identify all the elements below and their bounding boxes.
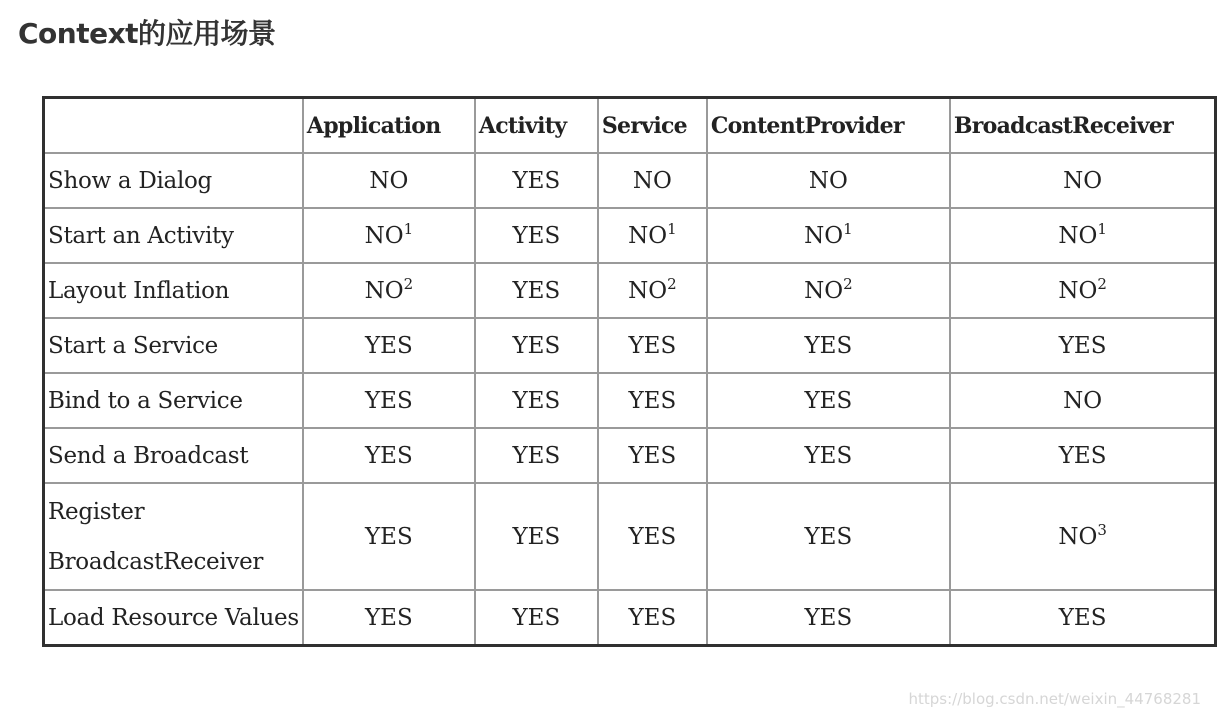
- cell-service: [598, 318, 707, 373]
- cell-value: YES: [628, 604, 677, 631]
- cell-value: YES: [628, 332, 677, 359]
- cell-value: YES: [512, 442, 561, 469]
- cell-value: YES: [364, 604, 413, 631]
- cell-value: YES: [804, 442, 853, 469]
- cell-value: YES: [364, 387, 413, 414]
- cell-activity: [475, 428, 598, 483]
- cell-value: YES: [364, 442, 413, 469]
- cell-value: NO: [1058, 523, 1098, 550]
- header-activity: Activity: [475, 98, 598, 154]
- cell-broadcastreceiver: [950, 428, 1216, 483]
- cell-value: NO: [364, 277, 404, 304]
- cell-value: YES: [628, 442, 677, 469]
- footnote-marker: 1: [1097, 219, 1107, 238]
- cell-value: YES: [364, 332, 413, 359]
- cell-activity: [475, 590, 598, 646]
- row-label: Send a Broadcast: [44, 428, 303, 483]
- cell-contentprovider: [707, 590, 950, 646]
- cell-value: NO: [804, 222, 844, 249]
- footnote-marker: 1: [403, 219, 414, 238]
- cell-value: NO: [1058, 222, 1098, 249]
- cell-service: [598, 153, 707, 208]
- cell-application: [303, 208, 475, 263]
- table-row: [44, 318, 1216, 373]
- row-label: Start an Activity: [44, 208, 303, 263]
- cell-application: [303, 483, 475, 590]
- cell-value: NO: [1063, 387, 1103, 414]
- cell-contentprovider: [707, 318, 950, 373]
- cell-value: NO: [808, 167, 848, 194]
- cell-value: YES: [512, 167, 561, 194]
- cell-value: YES: [628, 387, 677, 414]
- cell-value: YES: [804, 604, 853, 631]
- row-label: Register BroadcastReceiver: [44, 483, 303, 590]
- cell-activity: [475, 318, 598, 373]
- cell-value: YES: [1058, 332, 1107, 359]
- cell-broadcastreceiver: [950, 483, 1216, 590]
- cell-value: NO: [1058, 277, 1098, 304]
- table-row: [44, 153, 1216, 208]
- table-row: [44, 373, 1216, 428]
- cell-value: NO: [1063, 167, 1103, 194]
- cell-activity: [475, 153, 598, 208]
- header-service: Service: [598, 98, 707, 154]
- cell-contentprovider: [707, 373, 950, 428]
- cell-value: YES: [512, 523, 561, 550]
- table-row: [44, 590, 1216, 646]
- cell-service: [598, 208, 707, 263]
- cell-broadcastreceiver: [950, 263, 1216, 318]
- cell-service: [598, 263, 707, 318]
- cell-application: [303, 373, 475, 428]
- footnote-marker: 2: [843, 274, 853, 293]
- cell-application: [303, 428, 475, 483]
- cell-application: [303, 590, 475, 646]
- cell-service: [598, 483, 707, 590]
- cell-activity: [475, 483, 598, 590]
- cell-application: [303, 263, 475, 318]
- cell-value: NO: [369, 167, 409, 194]
- header-corner-cell: [44, 98, 303, 154]
- footnote-marker: 2: [667, 274, 677, 293]
- cell-value: YES: [1058, 442, 1107, 469]
- cell-contentprovider: [707, 428, 950, 483]
- footnote-marker: 1: [667, 219, 677, 238]
- cell-service: [598, 428, 707, 483]
- footnote-marker: 2: [403, 274, 414, 293]
- header-broadcastreceiver: BroadcastReceiver: [950, 98, 1216, 154]
- cell-value: YES: [804, 523, 853, 550]
- footnote-marker: 2: [1097, 274, 1107, 293]
- cell-application: [303, 318, 475, 373]
- cell-value: YES: [804, 387, 853, 414]
- cell-activity: [475, 263, 598, 318]
- table-row: [44, 483, 1216, 590]
- cell-activity: [475, 373, 598, 428]
- cell-contentprovider: [707, 483, 950, 590]
- cell-value: YES: [512, 222, 561, 249]
- cell-value: NO: [628, 222, 668, 249]
- cell-value: NO: [628, 277, 668, 304]
- cell-contentprovider: [707, 153, 950, 208]
- watermark: https://blog.csdn.net/weixin_44768281: [908, 690, 1201, 708]
- row-label: Show a Dialog: [44, 153, 303, 208]
- footnote-marker: 3: [1097, 520, 1107, 539]
- header-application: Application: [303, 98, 475, 154]
- cell-broadcastreceiver: [950, 373, 1216, 428]
- row-label: Load Resource Values: [44, 590, 303, 646]
- cell-broadcastreceiver: [950, 153, 1216, 208]
- header-row: [44, 98, 1216, 154]
- row-label: Bind to a Service: [44, 373, 303, 428]
- cell-contentprovider: [707, 263, 950, 318]
- cell-value: YES: [512, 277, 561, 304]
- cell-value: YES: [512, 604, 561, 631]
- cell-activity: [475, 208, 598, 263]
- page-title: Context的应用场景: [18, 17, 276, 50]
- header-contentprovider: ContentProvider: [707, 98, 950, 154]
- cell-value: YES: [628, 523, 677, 550]
- cell-value: YES: [1058, 604, 1107, 631]
- cell-value: YES: [364, 523, 413, 550]
- cell-value: YES: [804, 332, 853, 359]
- table-row: [44, 263, 1216, 318]
- footnote-marker: 1: [843, 219, 853, 238]
- cell-value: NO: [364, 222, 404, 249]
- cell-value: YES: [512, 387, 561, 414]
- cell-service: [598, 373, 707, 428]
- cell-value: YES: [512, 332, 561, 359]
- cell-service: [598, 590, 707, 646]
- table-row: [44, 208, 1216, 263]
- cell-contentprovider: [707, 208, 950, 263]
- cell-broadcastreceiver: [950, 590, 1216, 646]
- context-usage-table: [42, 96, 1217, 647]
- cell-value: NO: [632, 167, 672, 194]
- table-row: [44, 428, 1216, 483]
- row-label: Layout Inflation: [44, 263, 303, 318]
- cell-value: NO: [804, 277, 844, 304]
- cell-application: [303, 153, 475, 208]
- cell-broadcastreceiver: [950, 318, 1216, 373]
- cell-broadcastreceiver: [950, 208, 1216, 263]
- row-label: Start a Service: [44, 318, 303, 373]
